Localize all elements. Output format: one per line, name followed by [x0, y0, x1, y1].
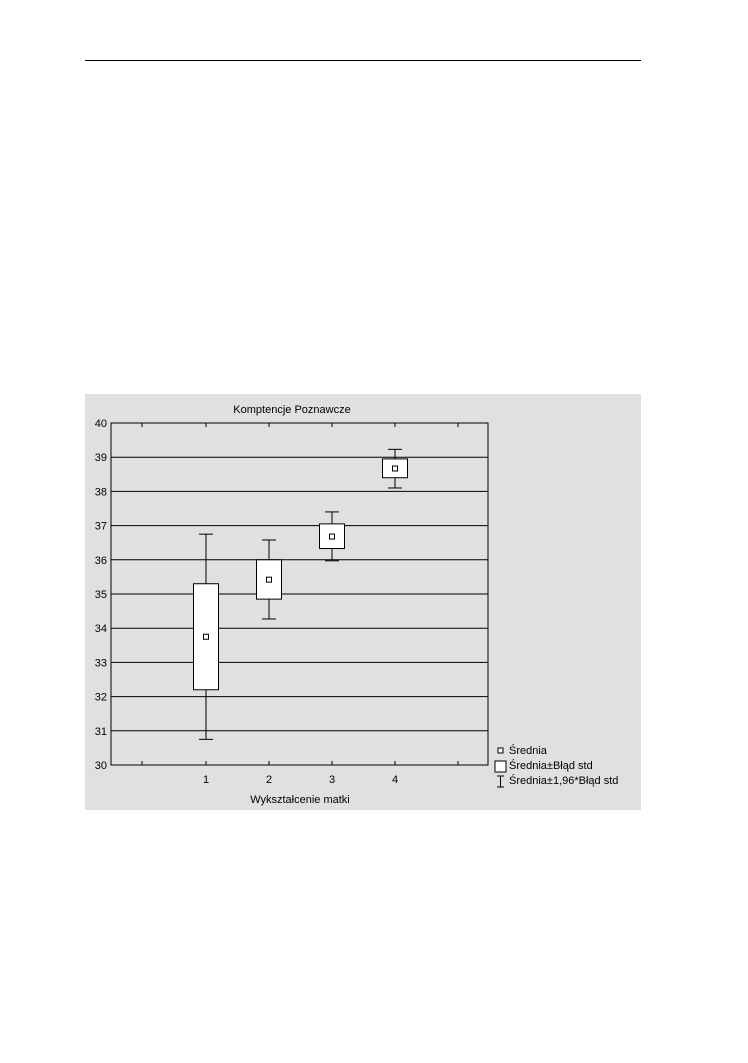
y-tick-label: 33 — [94, 657, 107, 670]
y-tick-label: 36 — [94, 554, 107, 567]
x-tick-label: 4 — [391, 774, 399, 786]
legend — [495, 744, 618, 787]
y-tick-label: 34 — [94, 623, 107, 636]
x-tick-label: 3 — [328, 774, 336, 786]
legend-label-whisker: Średnia±1,96*Błąd std — [509, 775, 619, 787]
y-tick-label: 40 — [94, 418, 107, 430]
legend-box-symbol — [495, 761, 506, 772]
y-tick-label: 39 — [94, 452, 107, 465]
mean-marker — [267, 577, 272, 582]
mean-marker — [393, 466, 398, 471]
legend-label-box: Średnia±Błąd std — [509, 760, 593, 772]
grid-layer — [95, 418, 488, 786]
y-tick-label: 31 — [94, 725, 107, 738]
y-tick-label: 30 — [94, 760, 107, 772]
header-rule — [85, 60, 641, 61]
box-plot-chart — [85, 394, 641, 810]
y-tick-label: 37 — [94, 520, 107, 533]
y-tick-label: 38 — [94, 486, 107, 499]
chart-title: Komptencje Poznawcze — [233, 404, 351, 416]
mean-marker — [204, 634, 209, 639]
mean-marker — [330, 534, 335, 539]
x-axis-label: Wykształcenie matki — [250, 794, 350, 806]
x-tick-label: 1 — [202, 774, 210, 786]
legend-label-mean-marker: Średnia — [509, 745, 547, 757]
y-tick-label: 32 — [94, 691, 107, 704]
y-tick-label: 35 — [94, 589, 107, 601]
legend-mean-symbol — [498, 748, 503, 753]
chart-panel — [85, 394, 641, 810]
x-tick-label: 2 — [265, 774, 273, 786]
